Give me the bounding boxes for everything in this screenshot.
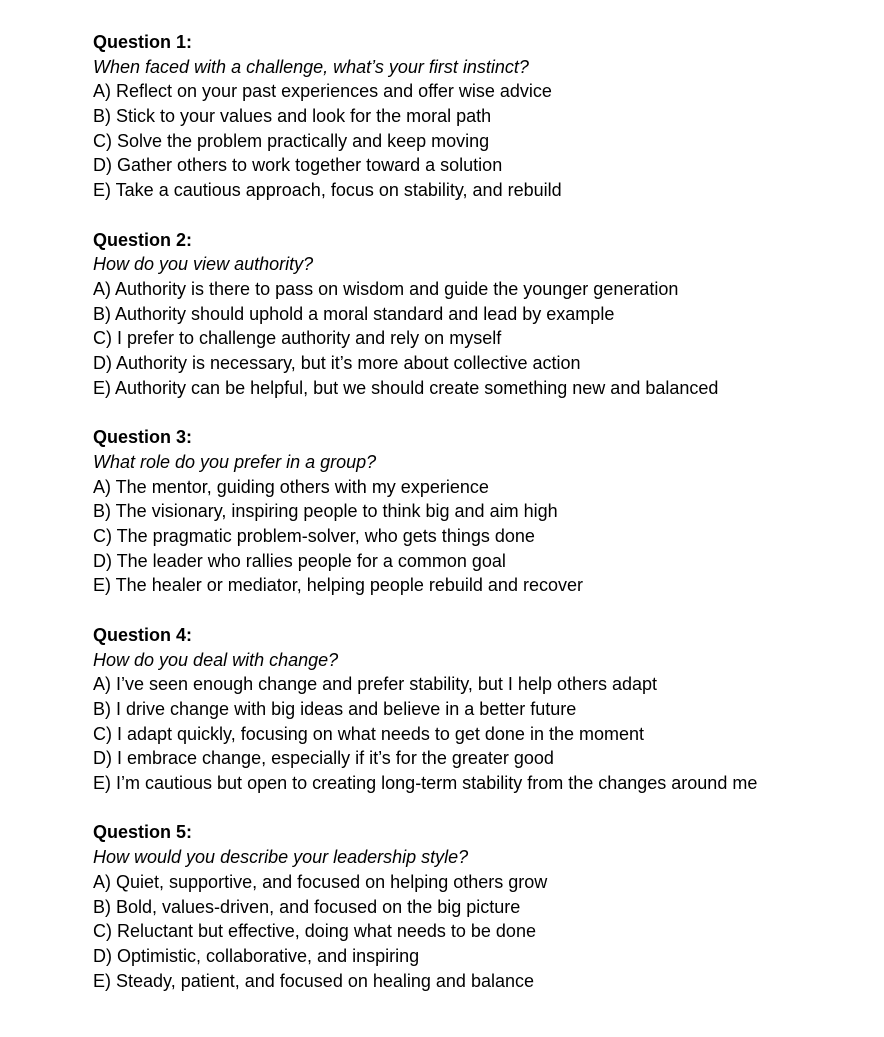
question-prompt: What role do you prefer in a group? bbox=[93, 451, 377, 472]
answer-option-b: B) Stick to your values and look for the moral path bbox=[93, 106, 492, 127]
answer-option-d: D) Authority is necessary, but it’s more about collective action bbox=[93, 353, 581, 374]
question-prompt: How do you view authority? bbox=[93, 254, 314, 275]
answer-option-d: D) Optimistic, collaborative, and inspiring bbox=[93, 945, 420, 966]
answer-option-d: D) The leader who rallies people for a common goal bbox=[93, 550, 506, 571]
question-4 bbox=[93, 623, 873, 796]
answer-option-e: E) Authority can be helpful, but we should create something new and balanced bbox=[93, 377, 719, 398]
answer-option-e: E) Steady, patient, and focused on healing and balance bbox=[93, 970, 534, 991]
question-5 bbox=[93, 820, 873, 993]
answer-option-c: C) Solve the problem practically and keep moving bbox=[93, 130, 490, 151]
answer-option-c: C) Reluctant but effective, doing what needs to be done bbox=[93, 921, 536, 942]
question-prompt: When faced with a challenge, what’s your first instinct? bbox=[93, 56, 529, 77]
answer-option-e: E) I’m cautious but open to creating long-term stability from the changes around me bbox=[93, 772, 758, 793]
answer-option-d: D) I embrace change, especially if it’s for the greater good bbox=[93, 748, 554, 769]
answer-option-b: B) Authority should uphold a moral standard and lead by example bbox=[93, 303, 615, 324]
answer-option-a: A) I’ve seen enough change and prefer stability, but I help others adapt bbox=[93, 674, 658, 695]
question-title: Question 5: bbox=[93, 822, 193, 843]
answer-option-b: B) Bold, values-driven, and focused on the big picture bbox=[93, 896, 521, 917]
question-prompt: How do you deal with change? bbox=[93, 649, 339, 670]
question-prompt: How would you describe your leadership style? bbox=[93, 847, 469, 868]
answer-option-c: C) I adapt quickly, focusing on what needs to get done in the moment bbox=[93, 723, 644, 744]
answer-option-a: A) Quiet, supportive, and focused on helping others grow bbox=[93, 871, 548, 892]
question-title: Question 4: bbox=[93, 624, 193, 645]
answer-option-e: E) The healer or mediator, helping people rebuild and recover bbox=[93, 575, 583, 596]
document-page bbox=[93, 30, 873, 993]
answer-option-c: C) I prefer to challenge authority and rely on myself bbox=[93, 328, 502, 349]
answer-option-b: B) The visionary, inspiring people to think big and aim high bbox=[93, 501, 558, 522]
question-title: Question 3: bbox=[93, 427, 193, 448]
answer-option-a: A) The mentor, guiding others with my experience bbox=[93, 476, 489, 497]
answer-option-c: C) The pragmatic problem-solver, who gets things done bbox=[93, 525, 535, 546]
answer-option-d: D) Gather others to work together toward a solution bbox=[93, 155, 503, 176]
answer-option-b: B) I drive change with big ideas and believe in a better future bbox=[93, 698, 577, 719]
question-3 bbox=[93, 425, 873, 598]
answer-option-e: E) Take a cautious approach, focus on stability, and rebuild bbox=[93, 180, 562, 201]
question-1 bbox=[93, 30, 873, 203]
question-title: Question 1: bbox=[93, 32, 193, 52]
answer-option-a: A) Reflect on your past experiences and offer wise advice bbox=[93, 81, 552, 102]
question-2 bbox=[93, 228, 873, 401]
answer-option-a: A) Authority is there to pass on wisdom and guide the younger generation bbox=[93, 278, 679, 299]
question-title: Question 2: bbox=[93, 229, 193, 250]
